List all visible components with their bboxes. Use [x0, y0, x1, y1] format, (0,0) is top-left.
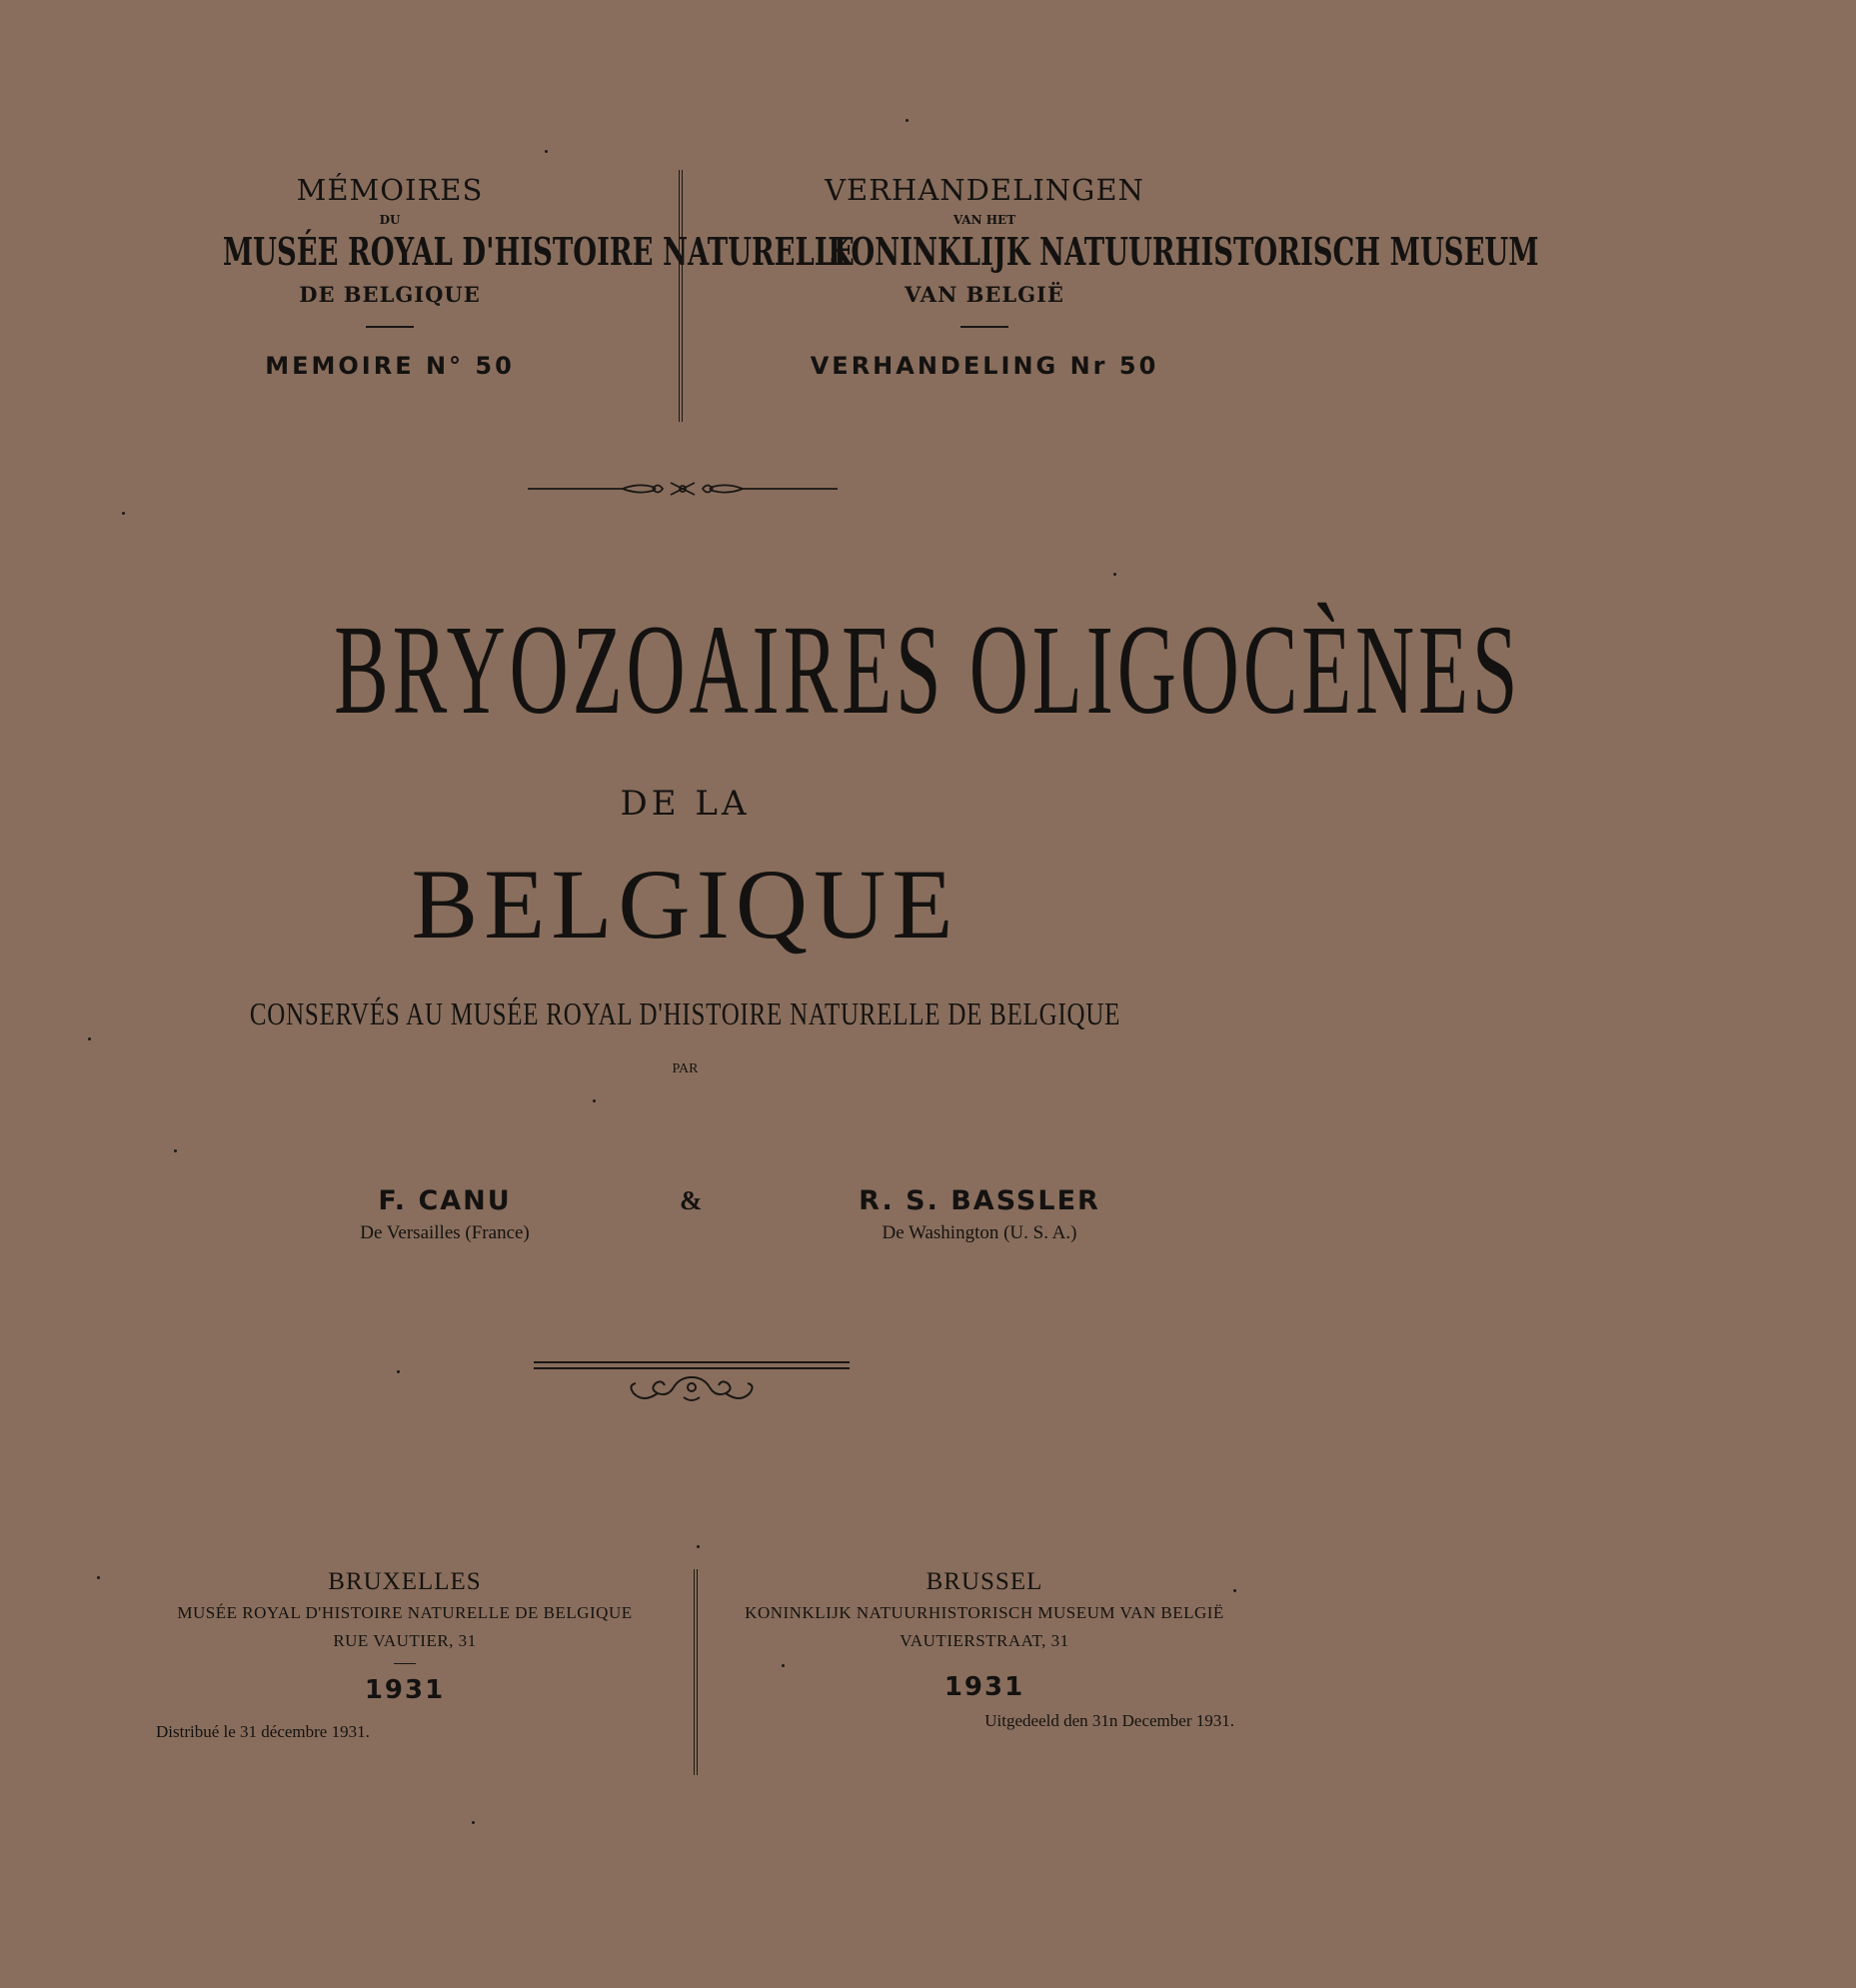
speck [472, 1821, 475, 1824]
imprint-left-rule [394, 1663, 416, 1664]
imprint-left [120, 1565, 690, 1742]
imprint-left-city: BRUXELLES [328, 1568, 482, 1595]
speck [88, 1037, 91, 1040]
header-left-title: MÉMOIRES [296, 173, 484, 207]
speck [697, 1545, 700, 1548]
author-first-name: F. CANU [378, 1185, 512, 1216]
header-right [690, 170, 1539, 380]
speck [545, 150, 548, 153]
header-right-number: VERHANDELING Nr 50 [810, 352, 1159, 380]
imprint-right-distributed: Uitgedeeld den 31n December 1931. [984, 1711, 1234, 1730]
imprint-left-year: 1931 [364, 1675, 446, 1705]
ornament-divider-bottom [534, 1359, 850, 1405]
header-left-rule [366, 326, 414, 328]
author-first [295, 1185, 595, 1244]
imprint-right-street: VAUTIERSTRAAT, 31 [900, 1631, 1069, 1650]
title-par: PAR [672, 1061, 699, 1076]
imprint-left-street: RUE VAUTIER, 31 [333, 1631, 477, 1650]
imprint-right-publisher: KONINKLIJK NATUURHISTORISCH MUSEUM VAN BELGIË [745, 1603, 1224, 1622]
header-left-country: DE BELGIQUE [299, 282, 481, 307]
header-left-du: DU [379, 213, 401, 227]
imprint-left-publisher: MUSÉE ROYAL D'HISTOIRE NATURELLE DE BELGIQUE [177, 1603, 633, 1622]
main-title: BRYOZOAIRES OLIGOCÈNES [334, 599, 1522, 741]
author-second [810, 1185, 1149, 1244]
title-block [0, 599, 1522, 1077]
title-country: BELGIQUE [411, 849, 959, 960]
title-subtitle: CONSERVÉS AU MUSÉE ROYAL D'HISTOIRE NATURELLE DE BELGIQUE [249, 995, 1121, 1031]
speck [174, 1149, 177, 1152]
imprint-divider [694, 1569, 698, 1775]
imprint-right-year: 1931 [943, 1672, 1025, 1702]
speck [906, 119, 909, 122]
title-de-la: DE LA [620, 784, 751, 824]
imprint-right [705, 1565, 1264, 1731]
header-right-institution: KONINKLIJK NATUURHISTORISCH MUSEUM [828, 229, 1539, 274]
speck [1233, 1589, 1236, 1592]
speck [97, 1576, 100, 1579]
speck [782, 1664, 785, 1667]
speck [593, 1099, 596, 1102]
author-ampersand: & [680, 1185, 703, 1215]
header-left [100, 170, 855, 380]
header-right-rule [960, 326, 1008, 328]
imprint-left-distributed: Distribué le 31 décembre 1931. [156, 1722, 370, 1741]
header-left-number: MEMOIRE N° 50 [265, 352, 515, 380]
speck [122, 512, 125, 515]
ornament-divider-top [528, 478, 838, 500]
header-right-du: VAN HET [952, 213, 1016, 227]
header-divider [679, 170, 683, 422]
header-right-title: VERHANDELINGEN [825, 173, 1144, 207]
imprint-right-city: BRUSSEL [926, 1568, 1043, 1595]
header-right-country: VAN BELGIË [905, 282, 1064, 307]
author-second-name: R. S. BASSLER [859, 1185, 1100, 1216]
author-second-origin: De Washington (U. S. A.) [882, 1222, 1077, 1243]
speck [1113, 573, 1116, 576]
header-left-institution: MUSÉE ROYAL D'HISTOIRE NATURELLE [222, 229, 855, 274]
author-first-origin: De Versailles (France) [360, 1222, 530, 1243]
speck [397, 1370, 400, 1373]
